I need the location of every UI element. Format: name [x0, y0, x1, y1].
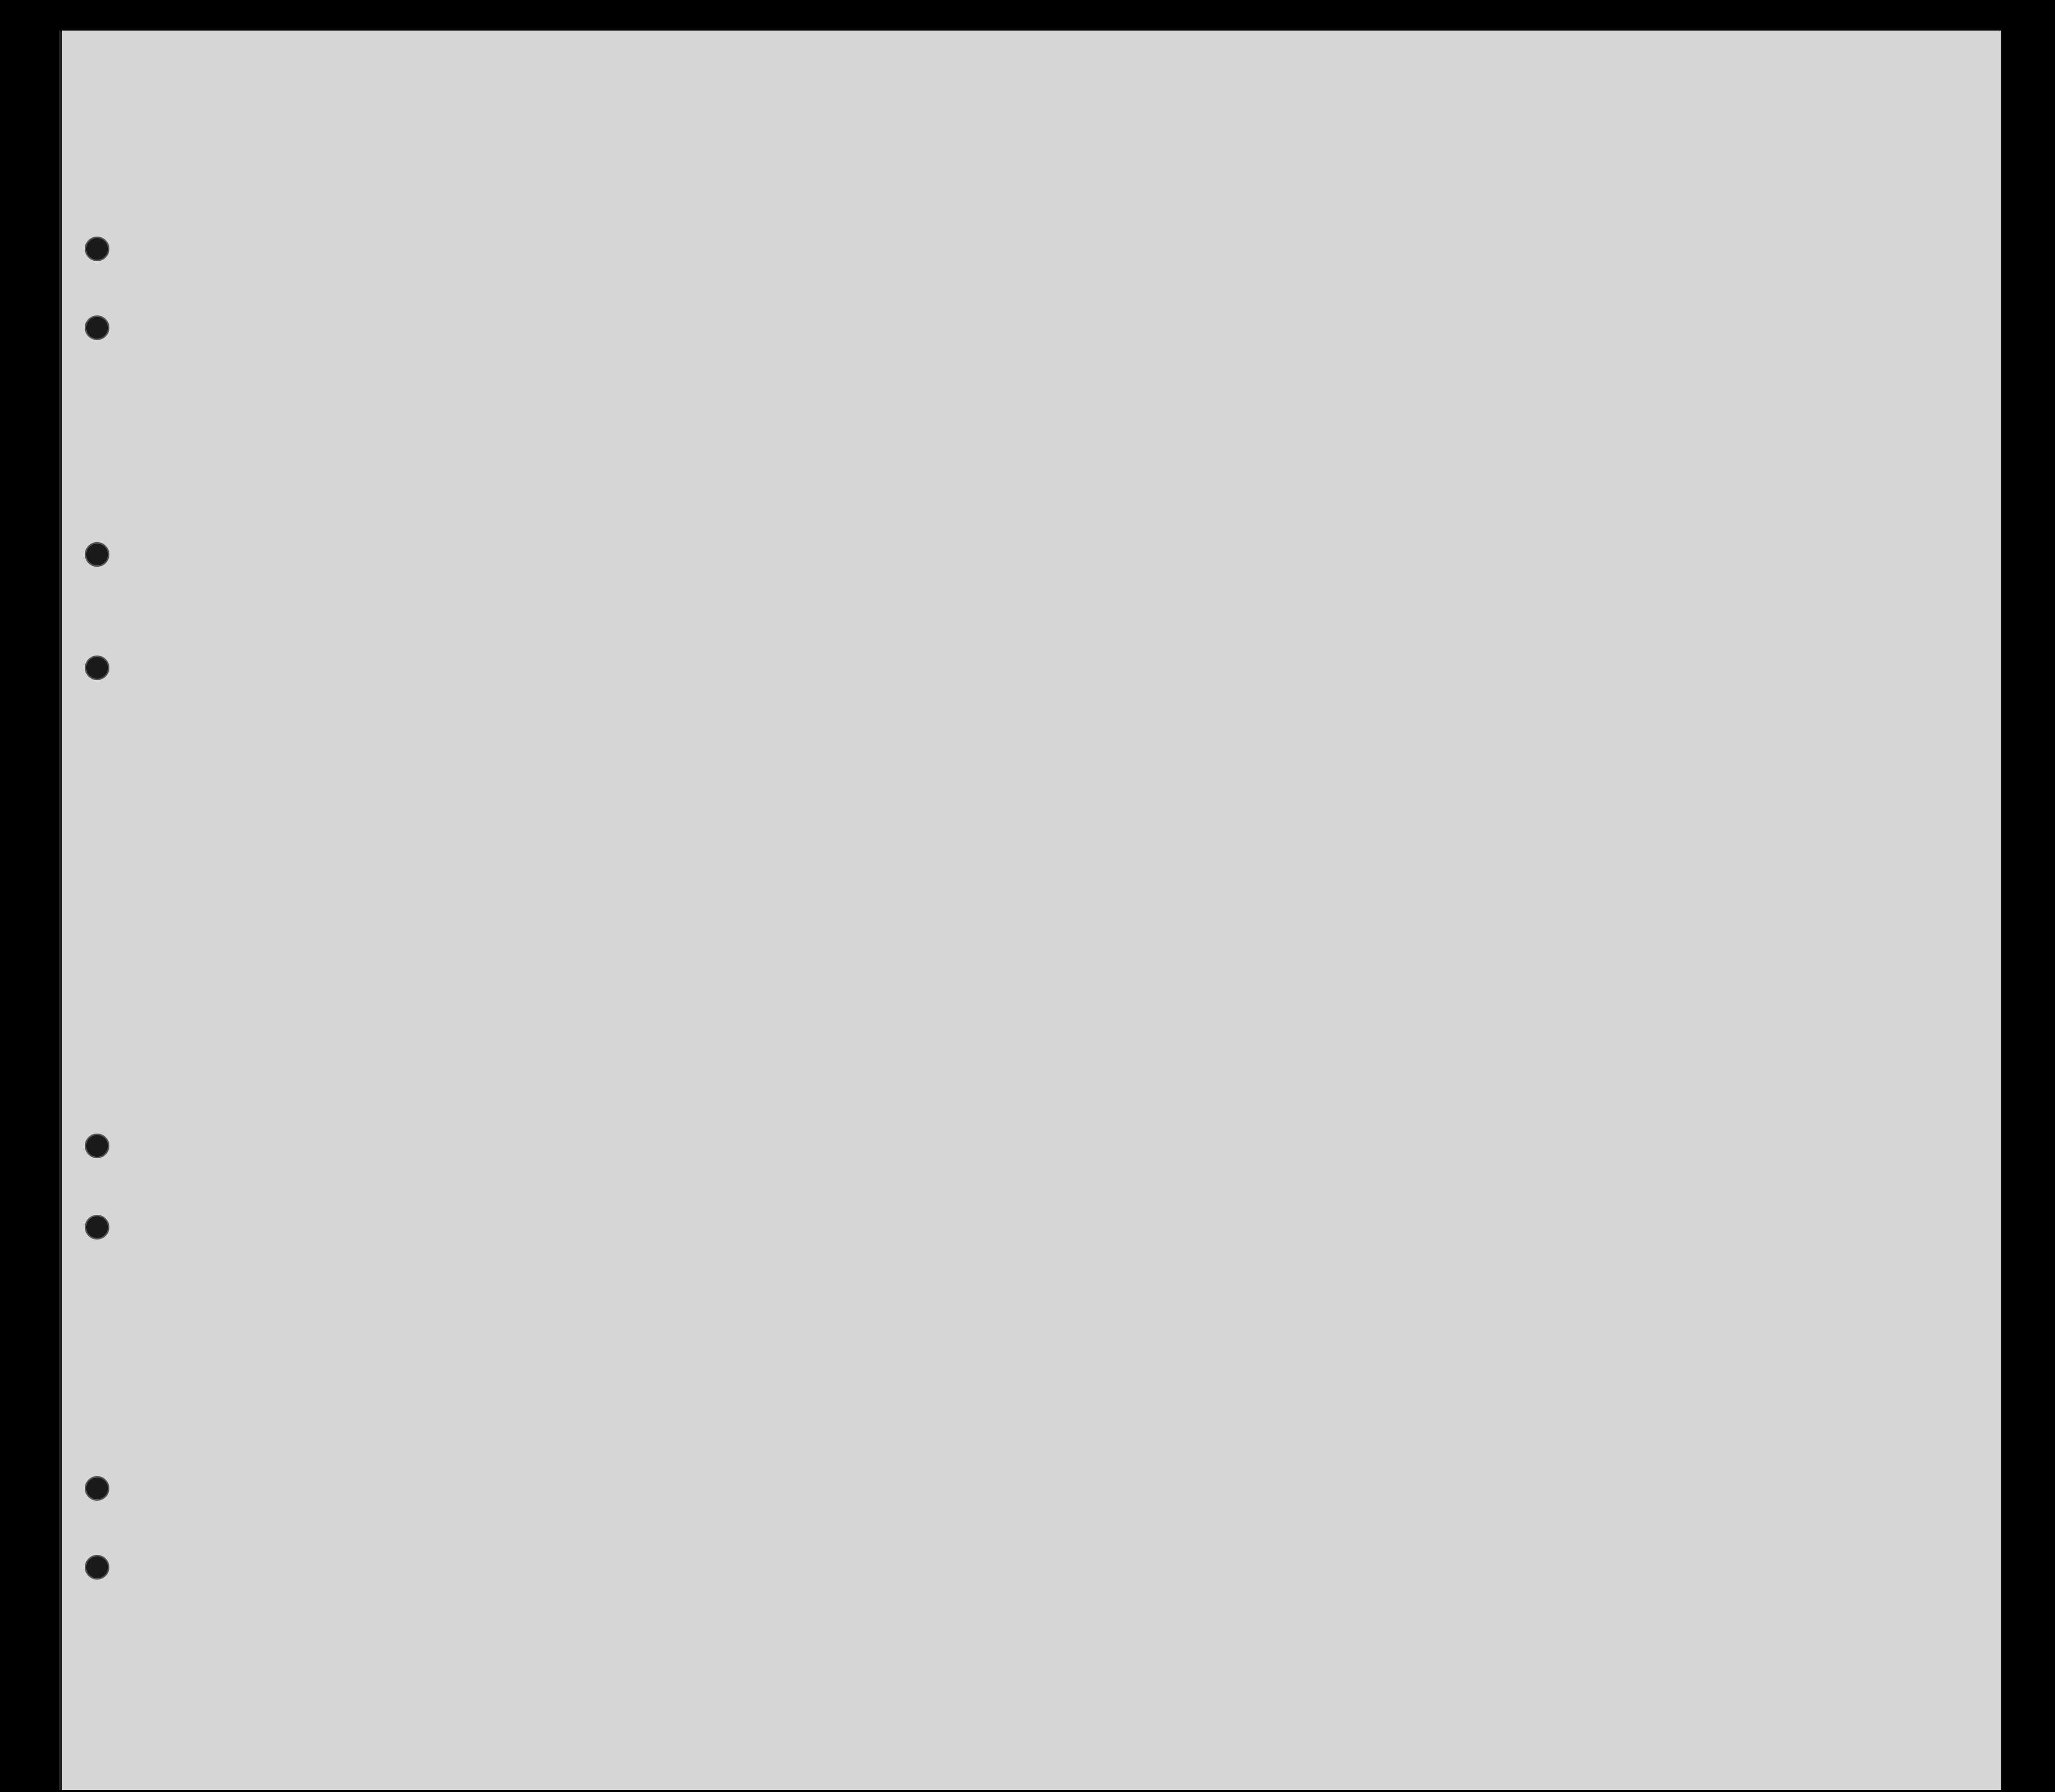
- punch-hole: [85, 1134, 109, 1158]
- punch-hole: [85, 315, 109, 340]
- punch-hole: [85, 542, 109, 567]
- header-col24a: [1223, 334, 1262, 445]
- header-col30: [1555, 311, 1592, 445]
- manifest-sheet: [59, 31, 2001, 1790]
- table-grid: [62, 31, 2001, 1790]
- punch-hole: [85, 1215, 109, 1240]
- header-col24b: [1274, 334, 1311, 445]
- punch-hole: [85, 1476, 109, 1501]
- header-col25: [1368, 314, 1405, 445]
- header-col29: [1513, 311, 1550, 445]
- header-col19: [608, 292, 633, 440]
- punch-hole: [85, 1555, 109, 1580]
- header-col28: [1457, 311, 1508, 445]
- header-feet: [1719, 395, 1734, 440]
- header-col27: [1436, 314, 1451, 445]
- header-col21: [730, 292, 757, 440]
- punch-hole: [85, 237, 109, 261]
- header-col26: [1411, 314, 1426, 445]
- punch-hole: [85, 655, 109, 680]
- header-col24c: [1324, 334, 1361, 445]
- header-inches: [1740, 395, 1755, 440]
